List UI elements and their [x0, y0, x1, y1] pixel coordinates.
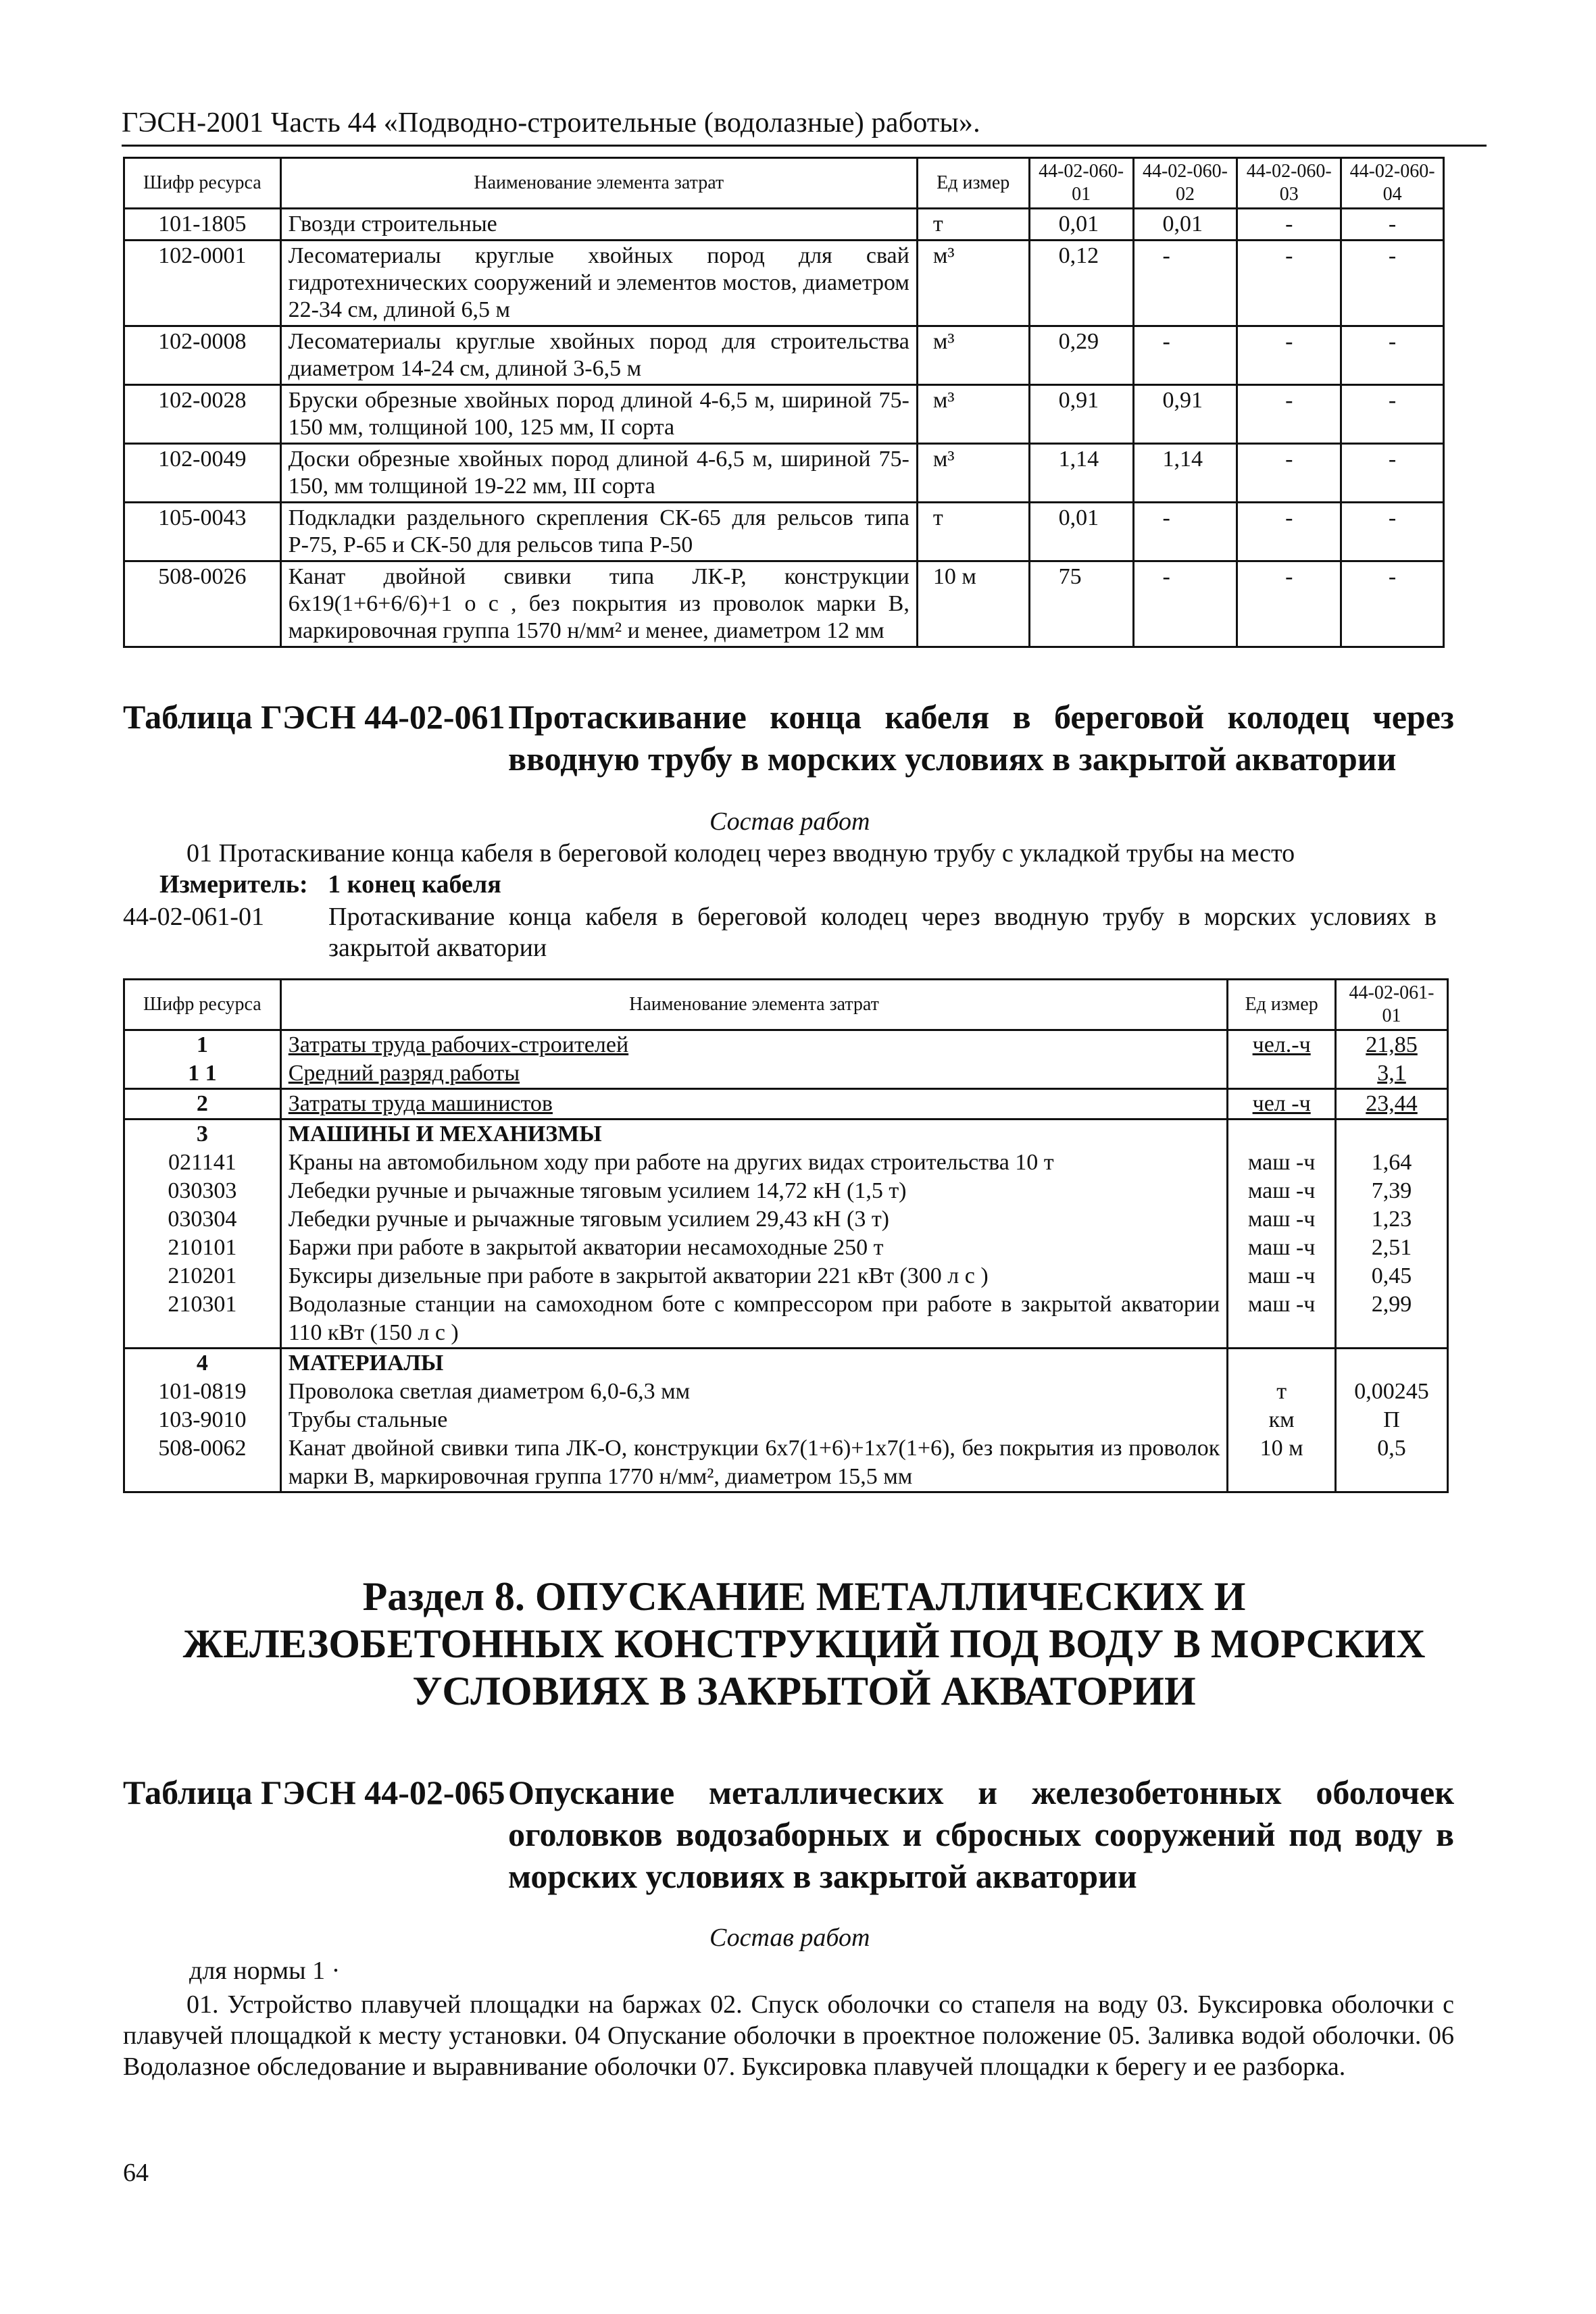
resource-code: 102-0028 [124, 385, 281, 444]
table-row [124, 1349, 1448, 1378]
table-row [124, 326, 1444, 385]
norm-value-4: - [1341, 385, 1444, 444]
table-row [124, 1030, 1448, 1060]
norm-value: 2,99 [1336, 1290, 1448, 1349]
table-row [124, 1177, 1448, 1205]
norm-value-4: - [1341, 503, 1444, 561]
table-065-prefix: Таблица ГЭСН 44-02-065 [123, 1774, 505, 1811]
table-row [124, 241, 1444, 326]
table-row [124, 209, 1444, 241]
resource-unit: т [917, 209, 1029, 241]
norm-value: 2,51 [1336, 1234, 1448, 1262]
resource-unit: чел -ч [1228, 1089, 1336, 1120]
resource-table-060 [123, 157, 1445, 648]
norm-value-2: 0,91 [1133, 385, 1237, 444]
resource-code: 103-9010 [124, 1406, 281, 1434]
norm-value-1: 1,14 [1029, 444, 1133, 503]
table-row [124, 1234, 1448, 1262]
norm-value-4: - [1341, 209, 1444, 241]
norm-value: 3,1 [1336, 1059, 1448, 1089]
resource-unit: чел.-ч [1228, 1030, 1336, 1060]
norm-value-4: - [1341, 561, 1444, 647]
norm-value-1: 0,12 [1029, 241, 1133, 326]
norm-value-2: - [1133, 561, 1237, 647]
resource-code: 1 [124, 1030, 281, 1060]
norm-value-2: - [1133, 241, 1237, 326]
resource-unit: 10 м [917, 561, 1029, 647]
norm-value: 1,23 [1336, 1205, 1448, 1234]
resource-name: Гвозди строительные [280, 209, 917, 241]
resource-name: Затраты труда рабочих-строителей [280, 1030, 1227, 1060]
resource-name: Лебедки ручные и рычажные тяговым усилием 14,72 кН (1,5 т) [280, 1177, 1227, 1205]
table-061-name: Протаскивание конца кабеля в береговой колодец через вводную трубу в морских условиях в закрытой акватории [508, 698, 1454, 778]
norm-value-4: - [1341, 241, 1444, 326]
resource-code: 030304 [124, 1205, 281, 1234]
resource-name: Буксиры дизельные при работе в закрытой акватории 221 кВт (300 л с ) [280, 1262, 1227, 1290]
resource-unit: м³ [917, 241, 1029, 326]
resource-code: 210301 [124, 1290, 281, 1349]
resource-unit: маш -ч [1228, 1234, 1336, 1262]
norm-value-3: - [1237, 561, 1341, 647]
table-row [124, 1378, 1448, 1406]
resource-code: 102-0008 [124, 326, 281, 385]
resource-name: Канат двойной свивки типа ЛК-Р, конструкции 6х19(1+6+6/6)+1 о с , без покрытия из проволок марки В, маркировочная группа 1570 н/мм² и менее, диаметром 12 мм [280, 561, 917, 647]
norm-value-3: - [1237, 503, 1341, 561]
table-row [124, 561, 1444, 647]
table-header-row [124, 980, 1448, 1030]
norm-value: П [1336, 1406, 1448, 1434]
resource-unit: маш -ч [1228, 1262, 1336, 1290]
resource-unit: м³ [917, 444, 1029, 503]
composition-label-061: Состав работ [709, 807, 870, 836]
resource-unit: т [1228, 1378, 1336, 1406]
resource-code: 508-0026 [124, 561, 281, 647]
header-rule [122, 145, 1487, 147]
resource-code: 102-0049 [124, 444, 281, 503]
col-header-unit: Ед измер [1228, 980, 1336, 1030]
col-header-unit: Ед измер [917, 158, 1029, 209]
resource-code: 210101 [124, 1234, 281, 1262]
resource-code: 4 [124, 1349, 281, 1378]
resource-code: 102-0001 [124, 241, 281, 326]
table-061-prefix: Таблица ГЭСН 44-02-061 [123, 698, 505, 736]
col-header-norm-2: 44-02-060-02 [1133, 158, 1237, 209]
norm-name: Протаскивание конца кабеля в береговой колодец через вводную трубу в морских условиях в закрытой акватории [328, 903, 1437, 962]
norm-value-1: 0,01 [1029, 209, 1133, 241]
norm-value: 1,64 [1336, 1149, 1448, 1177]
resource-name: Трубы стальные [280, 1406, 1227, 1434]
norm-value-4: - [1341, 326, 1444, 385]
resource-name: Лебедки ручные и рычажные тяговым усилием 29,43 кН (3 т) [280, 1205, 1227, 1234]
resource-unit: 10 м [1228, 1434, 1336, 1492]
norm-value-3: - [1237, 385, 1341, 444]
resource-table-061 [123, 978, 1449, 1493]
table-header-row [124, 158, 1444, 209]
page-number: 64 [123, 2159, 149, 2187]
resource-code: 105-0043 [124, 503, 281, 561]
norm-value: 0,5 [1336, 1434, 1448, 1492]
col-header-name: Наименование элемента затрат [280, 980, 1227, 1030]
table-061-title [123, 696, 1454, 778]
resource-name: МАТЕРИАЛЫ [280, 1349, 1227, 1378]
meter-line [159, 869, 501, 900]
resource-unit [1228, 1120, 1336, 1149]
resource-name: Проволока светлая диаметром 6,0-6,3 мм [280, 1378, 1227, 1406]
norm-value [1336, 1120, 1448, 1149]
norm-value-1: 0,91 [1029, 385, 1133, 444]
table-row [124, 1406, 1448, 1434]
resource-name: Лесоматериалы круглые хвойных пород для строительства диаметром 14-24 см, длиной 3-6,5 м [280, 326, 917, 385]
norm-value-3: - [1237, 326, 1341, 385]
norm-value-3: - [1237, 241, 1341, 326]
resource-unit: м³ [917, 385, 1029, 444]
norm-value-1: 75 [1029, 561, 1133, 647]
table-row [124, 1290, 1448, 1349]
table-row [124, 1059, 1448, 1089]
resource-code: 101-0819 [124, 1378, 281, 1406]
resource-unit: км [1228, 1406, 1336, 1434]
resource-name: Подкладки раздельного скрепления СК-65 для рельсов типа Р-75, Р-65 и СК-50 для рельсов типа Р-50 [280, 503, 917, 561]
table-row [124, 1120, 1448, 1149]
table-row [124, 503, 1444, 561]
table-row [124, 1149, 1448, 1177]
norm-value-1: 0,29 [1029, 326, 1133, 385]
table-row [124, 444, 1444, 503]
norm-code: 44-02-061-01 [123, 903, 264, 931]
resource-name: Бруски обрезные хвойных пород длиной 4-6,5 м, шириной 75-150 мм, толщиной 100, 125 мм, II сорта [280, 385, 917, 444]
col-header-norm-3: 44-02-060-03 [1237, 158, 1341, 209]
norm-value: 0,45 [1336, 1262, 1448, 1290]
section-title: Раздел 8. ОПУСКАНИЕ МЕТАЛЛИЧЕСКИХ И ЖЕЛЕЗОБЕТОННЫХ КОНСТРУКЦИЙ ПОД ВОДУ В МОРСКИХ УСЛОВИЯХ В ЗАКРЫТОЙ АКВАТОРИИ [182, 1574, 1426, 1713]
resource-code: 3 [124, 1120, 281, 1149]
resource-unit [1228, 1059, 1336, 1089]
resource-name: Средний разряд работы [280, 1059, 1227, 1089]
resource-name: Водолазные станции на самоходном боте с компрессором при работе в закрытой акватории 110 кВт (150 л с ) [280, 1290, 1227, 1349]
col-header-norm: 44-02-061-01 [1336, 980, 1448, 1030]
table-row [124, 385, 1444, 444]
table-row [124, 1262, 1448, 1290]
work-description-061: 01 Протаскивание конца кабеля в береговой колодец через вводную трубу с укладкой трубы на место [186, 839, 1295, 867]
resource-name: Затраты труда машинистов [280, 1089, 1227, 1120]
table-row [124, 1089, 1448, 1120]
resource-code: 2 [124, 1089, 281, 1120]
resource-unit: маш -ч [1228, 1149, 1336, 1177]
norm-value-2: 0,01 [1133, 209, 1237, 241]
table-row [124, 1205, 1448, 1234]
col-header-name: Наименование элемента затрат [280, 158, 917, 209]
norm-value-1: 0,01 [1029, 503, 1133, 561]
norm-value-2: 1,14 [1133, 444, 1237, 503]
norm-value-3: - [1237, 444, 1341, 503]
resource-unit: т [917, 503, 1029, 561]
table-065-name: Опускание металлических и железобетонных оболочек оголовков водозаборных и сбросных сооружений под воду в морских условиях в закрытой акватории [508, 1774, 1454, 1895]
page-header: ГЭСН-2001 Часть 44 «Подводно-строительные (водолазные) работы». [122, 107, 980, 139]
resource-name: МАШИНЫ И МЕХАНИЗМЫ [280, 1120, 1227, 1149]
col-header-code: Шифр ресурса [124, 980, 281, 1030]
norm-value: 0,00245 [1336, 1378, 1448, 1406]
norm-value [1336, 1349, 1448, 1378]
resource-name: Баржи при работе в закрытой акватории несамоходные 250 т [280, 1234, 1227, 1262]
norm-value-2: - [1133, 503, 1237, 561]
resource-code: 1 1 [124, 1059, 281, 1089]
composition-label-065: Состав работ [709, 1923, 870, 1952]
norm-value: 21,85 [1336, 1030, 1448, 1060]
resource-code: 030303 [124, 1177, 281, 1205]
col-header-norm-4: 44-02-060-04 [1341, 158, 1444, 209]
norm-value-4: - [1341, 444, 1444, 503]
meter-value: 1 конец кабеля [328, 870, 501, 899]
resource-unit: м³ [917, 326, 1029, 385]
work-description-065: 01. Устройство плавучей площадки на баржах 02. Спуск оболочки со стапеля на воду 03. Буксировка оболочки с плавучей площадкой к месту установки. 04 Опускание оболочки в проектное положение 05. Заливка водой оболочки. 06 Водолазное обследование и выравнивание оболочки 07. Буксировка плавучей площадки к берегу и ее разборка. [123, 1990, 1454, 2081]
resource-unit [1228, 1349, 1336, 1378]
resource-name: Лесоматериалы круглые хвойных пород для свай гидротехнических сооружений и элементов мостов, диаметром 22-34 см, длиной 6,5 м [280, 241, 917, 326]
resource-unit: маш -ч [1228, 1290, 1336, 1349]
for-norm-label: для нормы 1 · [189, 1957, 341, 1985]
resource-unit: маш -ч [1228, 1177, 1336, 1205]
norm-value-2: - [1133, 326, 1237, 385]
col-header-code: Шифр ресурса [124, 158, 281, 209]
resource-name: Краны на автомобильном ходу при работе на других видах строительства 10 т [280, 1149, 1227, 1177]
meter-label: Измеритель: [159, 870, 308, 899]
norm-value: 23,44 [1336, 1089, 1448, 1120]
resource-unit: маш -ч [1228, 1205, 1336, 1234]
resource-name: Канат двойной свивки типа ЛК-О, конструкции 6х7(1+6)+1х7(1+6), без покрытия из проволок марки В, маркировочная группа 1770 н/мм², диаметром 15,5 мм [280, 1434, 1227, 1492]
norm-value: 7,39 [1336, 1177, 1448, 1205]
col-header-norm-1: 44-02-060-01 [1029, 158, 1133, 209]
table-065-title [123, 1771, 1454, 1895]
norm-value-3: - [1237, 209, 1341, 241]
resource-code: 210201 [124, 1262, 281, 1290]
resource-name: Доски обрезные хвойных пород длиной 4-6,5 м, шириной 75-150, мм толщиной 19-22 мм, III сорта [280, 444, 917, 503]
resource-code: 508-0062 [124, 1434, 281, 1492]
resource-code: 021141 [124, 1149, 281, 1177]
table-row [124, 1434, 1448, 1492]
resource-code: 101-1805 [124, 209, 281, 241]
